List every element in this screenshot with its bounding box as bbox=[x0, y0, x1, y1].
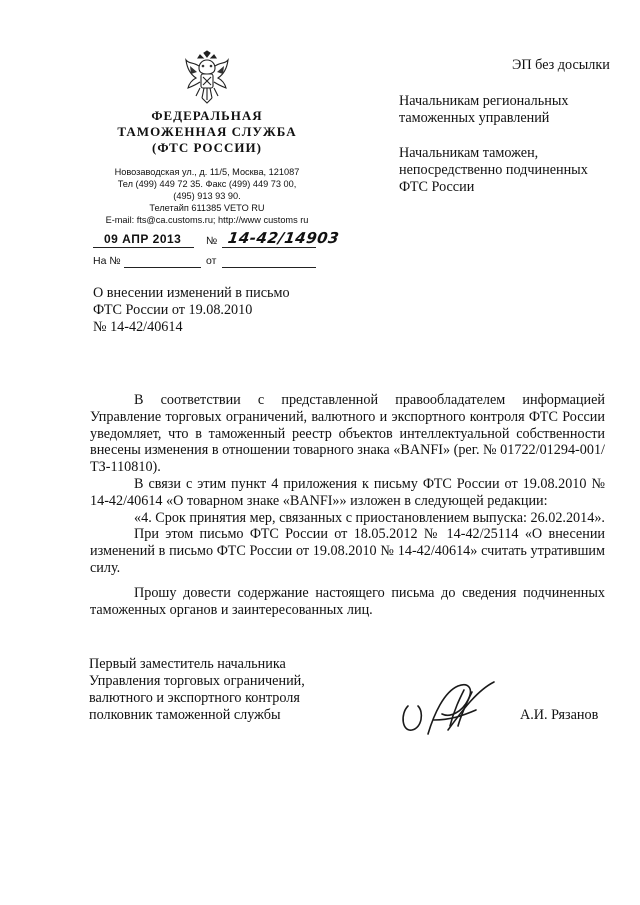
org-name-line-1: ФЕДЕРАЛЬНАЯ bbox=[151, 108, 263, 123]
signer-position-line-4: полковник таможенной службы bbox=[89, 707, 281, 723]
org-address-line-4: Телетайп 611385 VETO RU bbox=[149, 203, 265, 213]
ref-number-label: На № bbox=[93, 255, 121, 267]
number-label: № bbox=[206, 235, 218, 247]
body-paragraph-4: При этом письмо ФТС России от 18.05.2012 № 14-42/25114 «О внесении изменений в письмо ФТС России от 19.08.2010 № 14-42/40614» считать утратившим силу. bbox=[90, 526, 605, 576]
subject-line-3: № 14-42/40614 bbox=[93, 319, 183, 335]
signer-name: А.И. Рязанов bbox=[520, 707, 599, 723]
letter-body bbox=[90, 392, 605, 618]
addressee-2-line-1: Начальникам таможен, bbox=[399, 145, 539, 161]
body-paragraph-2: В связи с этим пункт 4 приложения к письму ФТС России от 19.08.2010 № 14-42/40614 «О товарном знаке «BANFI»» изложен в следующей редакции: bbox=[90, 475, 605, 509]
org-address-line-2: Тел (499) 449 72 35. Факс (499) 449 73 00, bbox=[117, 179, 297, 189]
ref-date-line bbox=[222, 253, 316, 268]
body-paragraph-1: В соответствии с представленной правообладателем информацией Управление торговых ограничений, валютного и экспортного контроля ФТС России уведомляет, что в таможенный реестр объектов интеллектуальной собственности внесены изменения в отношении товарного знака «BANFI» (рег. № 01722/01294-001/ТЗ-110810). bbox=[90, 392, 605, 476]
org-address-line-3: (495) 913 93 90. bbox=[173, 191, 241, 201]
coat-of-arms-emblem bbox=[184, 50, 230, 104]
body-paragraph-5: Прошу довести содержание настоящего письма до сведения подчиненных таможенных органов и заинтересованных лиц. bbox=[90, 584, 605, 618]
ref-number-line bbox=[124, 253, 201, 268]
org-address-line-1: Новозаводская ул., д. 11/5, Москва, 121087 bbox=[114, 167, 300, 177]
top-note: ЭП без досылки bbox=[512, 57, 610, 73]
document-number: 14-42/14903 bbox=[226, 229, 341, 247]
addressee-1-line-2: таможенных управлений bbox=[399, 110, 550, 126]
org-address-line-5: E-mail: fts@ca.customs.ru; http://www customs ru bbox=[105, 215, 309, 225]
subject-line-2: ФТС России от 19.08.2010 bbox=[93, 302, 253, 318]
subject-line-1: О внесении изменений в письмо bbox=[93, 285, 290, 301]
signer-position-line-3: валютного и экспортного контроля bbox=[89, 690, 300, 706]
signer-position-line-1: Первый заместитель начальника bbox=[89, 656, 286, 672]
org-name-line-2: ТАМОЖЕННАЯ СЛУЖБА bbox=[117, 124, 297, 139]
addressee-1-line-1: Начальникам региональных bbox=[399, 93, 569, 109]
org-name-line-3: (ФТС РОССИИ) bbox=[152, 140, 262, 155]
addressee-2-line-2: непосредственно подчиненных bbox=[399, 162, 588, 178]
addressee-2-line-3: ФТС России bbox=[399, 179, 475, 195]
body-paragraph-3: «4. Срок принятия мер, связанных с приостановлением выпуска: 26.02.2014». bbox=[134, 509, 605, 526]
document-date: 09 АПР 2013 bbox=[104, 232, 182, 246]
ref-from-label: от bbox=[206, 255, 217, 267]
handwritten-signature bbox=[398, 674, 502, 746]
signer-position-line-2: Управления торговых ограничений, bbox=[89, 673, 305, 689]
